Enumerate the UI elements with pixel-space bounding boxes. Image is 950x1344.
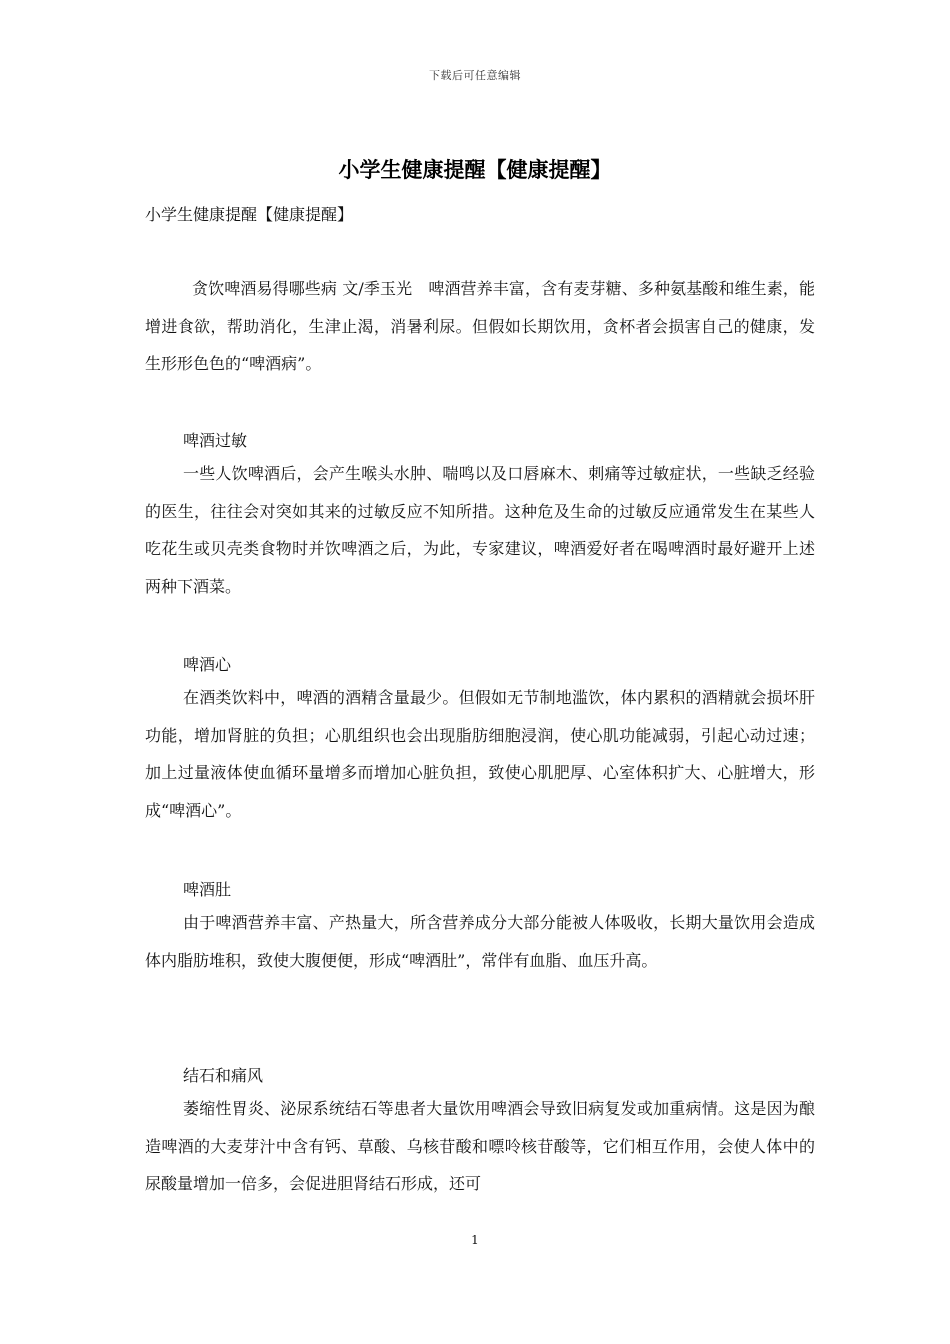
- section-text-stones-gout: 萎缩性胃炎、泌尿系统结石等患者大量饮用啤酒会导致旧病复发或加重病情。这是因为酿造啤酒的大麦芽汁中含有钙、草酸、乌核苷酸和嘌呤核苷酸等，它们相互作用，会使人体中的尿酸量增加一倍多，会促进胆肾结石形成，还可: [145, 1099, 815, 1193]
- section-heading-beer-belly: 啤酒肚: [183, 880, 232, 899]
- document-subtitle: 小学生健康提醒【健康提醒】: [145, 205, 354, 224]
- section-heading-beer-allergy: 啤酒过敏: [183, 431, 248, 450]
- page-header-note: 下载后可任意编辑: [429, 69, 521, 82]
- section-heading-stones-gout: 结石和痛风: [183, 1066, 264, 1085]
- document-title: 小学生健康提醒【健康提醒】: [338, 158, 612, 182]
- page-number: 1: [471, 1233, 479, 1247]
- intro-paragraph: 贪饮啤酒易得哪些病 文/季玉光 啤酒营养丰富，含有麦芽糖、多种氨基酸和维生素，能增进食欲，帮助消化，生津止渴，消暑利尿。但假如长期饮用，贪杯者会损害自己的健康，发生形形色色的“啤酒病”。: [145, 279, 815, 373]
- section-text-beer-heart: 在酒类饮料中，啤酒的酒精含量最少。但假如无节制地滥饮，体内累积的酒精就会损坏肝功能，增加肾脏的负担；心肌组织也会出现脂肪细胞浸润，使心肌功能减弱，引起心动过速；加上过量液体使血循环量增多而增加心脏负担，致使心肌肥厚、心室体积扩大、心脏增大，形成“啤酒心”。: [145, 688, 815, 820]
- section-heading-beer-heart: 啤酒心: [183, 655, 232, 674]
- section-text-beer-belly: 由于啤酒营养丰富、产热量大，所含营养成分大部分能被人体吸收，长期大量饮用会造成体内脂肪堆积，致使大腹便便，形成“啤酒肚”，常伴有血脂、血压升高。: [145, 913, 815, 970]
- section-text-beer-allergy: 一些人饮啤酒后，会产生喉头水肿、喘鸣以及口唇麻木、刺痛等过敏症状，一些缺乏经验的医生，往往会对突如其来的过敏反应不知所措。这种危及生命的过敏反应通常发生在某些人吃花生或贝壳类食物时并饮啤酒之后，为此，专家建议，啤酒爱好者在喝啤酒时最好避开上述两种下酒菜。: [145, 464, 815, 596]
